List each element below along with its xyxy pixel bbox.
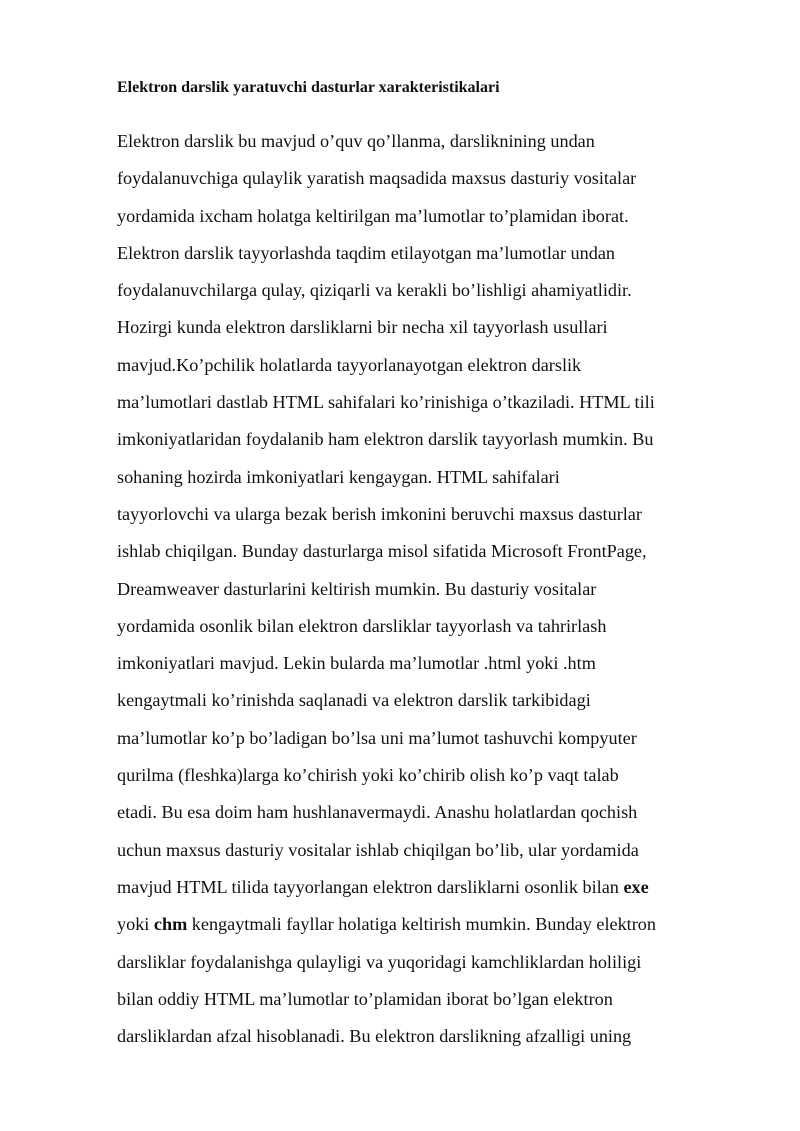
body-line-1: Elektron darslik bu mavjud o’quv qo’llanma, darsliknining undan	[117, 131, 595, 151]
body-line-12: ishlab chiqilgan. Bunday dasturlarga misol sifatida Microsoft FrontPage,	[117, 541, 647, 562]
body-line-9: imkoniyatlaridan foydalanib ham elektron darslik tayyorlash mumkin. Bu	[117, 429, 654, 450]
chm-bold-term: chm	[153, 914, 188, 935]
body-line-24: bilan oddiy HTML ma’lumotlar to’plamidan iborat bo’lgan elektron	[117, 988, 613, 1009]
body-line-21-text: mavjud HTML tilida tayyorlangan elektron darsliklarni osonlik bilan	[117, 876, 624, 897]
body-line-3: yordamida ixcham holatga keltirilgan ma’lumotlar to’plamidan iborat.	[117, 205, 629, 226]
body-line-22-start: yoki	[117, 914, 154, 935]
body-line-2: foydalanuvchiga qulaylik yaratish maqsadida maxsus dasturiy vositalar	[117, 168, 637, 189]
body-line-5: foydalanuvchilarga qulay, qiziqarli va kerakli bo’lishligi ahamiyatlidir.	[117, 280, 632, 301]
document-body	[117, 123, 742, 1055]
body-line-11: tayyorlovchi va ularga bezak berish imkonini beruvchi maxsus dasturlar	[117, 503, 642, 524]
body-line-13: Dreamweaver dasturlarini keltirish mumkin. Bu dasturiy vositalar	[117, 578, 597, 599]
body-line-17: ma’lumotlar ko’p bo’ladigan bo’lsa uni ma’lumot tashuvchi kompyuter	[117, 727, 637, 748]
body-line-14: yordamida osonlik bilan elektron darsliklar tayyorlash va tahrirlash	[117, 615, 607, 636]
body-line-4: Elektron darslik tayyorlashda taqdim etilayotgan ma’lumotlar undan	[117, 242, 615, 263]
body-line-22	[117, 906, 742, 943]
body-line-8: ma’lumotlari dastlab HTML sahifalari ko’rinishiga o’tkaziladi. HTML tili	[117, 392, 655, 413]
document-heading: Elektron darslik yaratuvchi dasturlar xarakteristikalari	[117, 79, 500, 96]
body-line-6: Hozirgi kunda elektron darsliklarni bir necha xil tayyorlash usullari	[117, 317, 608, 338]
body-line-19: etadi. Bu esa doim ham hushlanavermaydi. Anashu holatlardan qochish	[117, 802, 638, 823]
body-line-25: darsliklardan afzal hisoblanadi. Bu elektron darslikning afzalligi uning	[117, 1026, 632, 1047]
body-line-21	[117, 869, 742, 906]
body-line-23: darsliklar foydalanishga qulayligi va yuqoridagi kamchliklardan holiligi	[117, 951, 642, 972]
body-line-18: qurilma (fleshka)larga ko’chirish yoki ko’chirib olish ko’p vaqt talab	[117, 765, 619, 786]
body-line-22-end: kengaytmali fayllar holatiga keltirish mumkin. Bunday elektron	[187, 914, 656, 935]
exe-bold-term: exe	[623, 876, 649, 897]
body-line-15: imkoniyatlari mavjud. Lekin bularda ma’lumotlar .html yoki .htm	[117, 653, 596, 674]
body-line-10: sohaning hozirda imkoniyatlari kengaygan. HTML sahifalari	[117, 466, 560, 487]
body-line-20: uchun maxsus dasturiy vositalar ishlab chiqilgan bo’lib, ular yordamida	[117, 839, 639, 860]
body-line-7: mavjud.Ko’pchilik holatlarda tayyorlanayotgan elektron darslik	[117, 354, 582, 375]
body-line-16: kengaytmali ko’rinishda saqlanadi va elektron darslik tarkibidagi	[117, 690, 591, 711]
